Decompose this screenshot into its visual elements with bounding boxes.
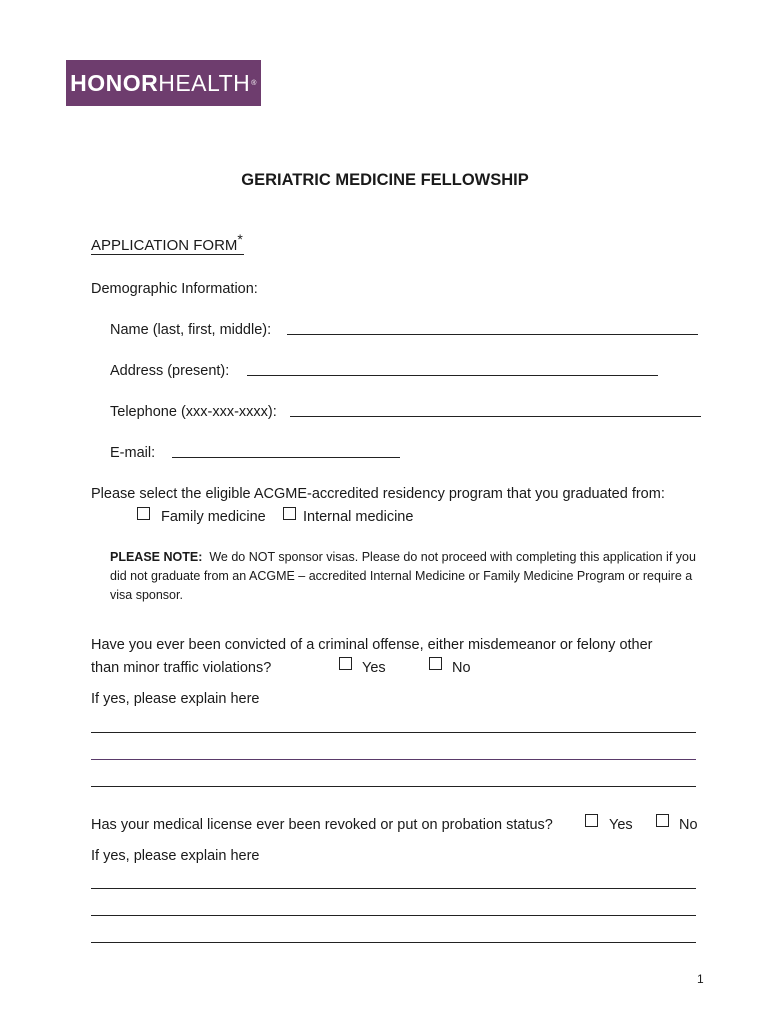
email-label: E-mail: xyxy=(110,445,156,461)
criminal-yes-label: Yes xyxy=(362,660,386,676)
residency-question: Please select the eligible ACGME-accredited residency program that you graduated from: xyxy=(91,486,665,502)
name-label: Name (last, first, middle): xyxy=(110,322,272,338)
criminal-no-label: No xyxy=(452,660,471,676)
please-note-label: PLEASE NOTE: xyxy=(110,550,203,564)
address-input-line[interactable] xyxy=(247,375,658,376)
license-no-checkbox[interactable] xyxy=(656,814,669,827)
criminal-explain-line-1[interactable] xyxy=(91,732,696,733)
address-label: Address (present): xyxy=(110,363,230,379)
internal-medicine-checkbox[interactable] xyxy=(283,507,296,520)
logo-registered-mark: ® xyxy=(251,79,257,87)
criminal-yes-checkbox[interactable] xyxy=(339,657,352,670)
criminal-no-checkbox[interactable] xyxy=(429,657,442,670)
license-no-label: No xyxy=(679,817,698,833)
telephone-input-line[interactable] xyxy=(290,416,701,417)
honorhealth-logo xyxy=(66,60,261,106)
application-form-asterisk: * xyxy=(237,231,243,247)
family-medicine-checkbox[interactable] xyxy=(137,507,150,520)
name-input-line[interactable] xyxy=(287,334,698,335)
criminal-explain-label: If yes, please explain here xyxy=(91,691,260,707)
application-form-label: APPLICATION FORM xyxy=(91,237,238,254)
criminal-explain-line-2[interactable] xyxy=(91,759,696,760)
license-yes-checkbox[interactable] xyxy=(585,814,598,827)
license-explain-label: If yes, please explain here xyxy=(91,848,260,864)
family-medicine-label: Family medicine xyxy=(161,509,266,525)
logo-bold-text: HONOR xyxy=(70,69,159,96)
criminal-explain-line-3[interactable] xyxy=(91,786,696,787)
please-note xyxy=(110,548,700,605)
license-explain-line-2[interactable] xyxy=(91,915,696,916)
page-title: GERIATRIC MEDICINE FELLOWSHIP xyxy=(241,171,529,189)
application-form-heading xyxy=(91,231,243,254)
criminal-question-line2: than minor traffic violations? xyxy=(91,660,272,676)
telephone-label: Telephone (xxx-xxx-xxxx): xyxy=(110,404,277,420)
internal-medicine-label: Internal medicine xyxy=(303,509,414,525)
license-question: Has your medical license ever been revoked or put on probation status? xyxy=(91,817,553,833)
email-input-line[interactable] xyxy=(172,457,400,458)
application-form-underline xyxy=(91,254,244,255)
license-explain-line-3[interactable] xyxy=(91,942,696,943)
license-explain-line-1[interactable] xyxy=(91,888,696,889)
criminal-question-line1: Have you ever been convicted of a criminal offense, either misdemeanor or felony other xyxy=(91,637,653,653)
please-note-text: We do NOT sponsor visas. Please do not proceed with completing this application if you did not graduate from an ACGME – accredited Internal Medicine or Family Medicine Program or require a visa sponsor. xyxy=(110,550,696,602)
demographic-heading: Demographic Information: xyxy=(91,281,258,297)
license-yes-label: Yes xyxy=(609,817,633,833)
page-number: 1 xyxy=(697,972,704,986)
logo-light-text: HEALTH xyxy=(158,69,251,96)
